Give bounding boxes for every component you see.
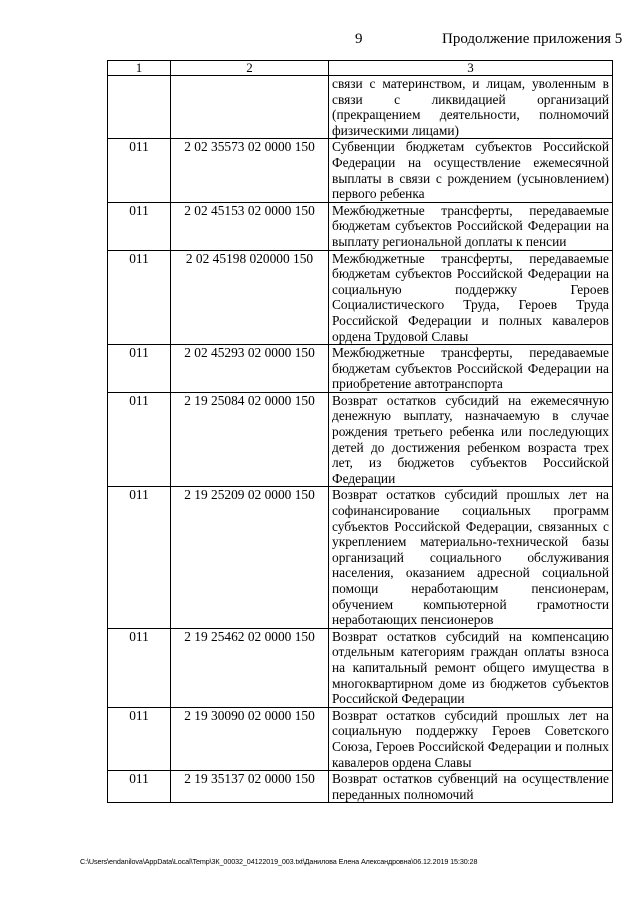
budget-codes-table — [107, 60, 613, 803]
admin-code-cell: 011 — [108, 139, 171, 202]
table-row — [108, 628, 613, 707]
column-header-1: 1 — [108, 61, 171, 76]
description-cell: Возврат остатков субсидий на ежемесячную денежную выплату, назначаемую в случае рождения третьего ребенка или последующих детей до достижения ребенком возраста трех лет, из бюджетов субъектов Российской Федерации — [329, 392, 613, 487]
budget-code-cell: 2 02 45153 02 0000 150 — [171, 202, 329, 250]
budget-code-cell: 2 19 30090 02 0000 150 — [171, 707, 329, 770]
admin-code-cell — [108, 76, 171, 139]
description-cell: Межбюджетные трансферты, передаваемые бюджетам субъектов Российской Федерации на социальную поддержку Героев Социалистического Труда, Героев Труда Российской Федерации и полных кавалеров ордена Трудовой Славы — [329, 250, 613, 345]
description-cell: Возврат остатков субсидий на компенсацию отдельным категориям граждан оплаты взноса на капитальный ремонт общего имущества в многоквартирном доме из бюджетов субъектов Российской Федерации — [329, 628, 613, 707]
budget-code-cell: 2 19 25084 02 0000 150 — [171, 392, 329, 487]
table-header-row — [108, 61, 613, 76]
budget-code-cell: 2 19 35137 02 0000 150 — [171, 771, 329, 803]
table-row — [108, 392, 613, 487]
table-row — [108, 345, 613, 393]
description-cell: Межбюджетные трансферты, передаваемые бюджетам субъектов Российской Федерации на выплату региональной доплаты к пенсии — [329, 202, 613, 250]
admin-code-cell: 011 — [108, 707, 171, 770]
budget-code-cell: 2 19 25462 02 0000 150 — [171, 628, 329, 707]
table-row — [108, 76, 613, 139]
budget-code-cell: 2 02 45293 02 0000 150 — [171, 345, 329, 393]
budget-code-cell: 2 19 25209 02 0000 150 — [171, 487, 329, 628]
description-cell: связи с материнством, и лицам, уволенным в связи с ликвидацией организаций (прекращением деятельности, полномочий физическими лицами) — [329, 76, 613, 139]
table-row — [108, 202, 613, 250]
description-cell: Возврат остатков субвенций на осуществление переданных полномочий — [329, 771, 613, 803]
file-path-footer: C:\Users\endanilova\AppData\Local\Temp\3К_00032_04122019_003.txt\Данилова Елена Александровна\06.12.2019 15:30:28 — [80, 857, 478, 866]
table-row — [108, 250, 613, 345]
budget-code-cell — [171, 76, 329, 139]
description-cell: Субвенции бюджетам субъектов Российской Федерации на осуществление ежемесячной выплаты в связи с рождением (усыновлением) первого ребенка — [329, 139, 613, 202]
admin-code-cell: 011 — [108, 487, 171, 628]
page-number: 9 — [355, 31, 363, 47]
description-cell: Возврат остатков субсидий прошлых лет на социальную поддержку Героев Советского Союза, Героев Российской Федерации и полных кавалеров ордена Славы — [329, 707, 613, 770]
admin-code-cell: 011 — [108, 771, 171, 803]
admin-code-cell: 011 — [108, 345, 171, 393]
table-row — [108, 771, 613, 803]
budget-code-cell: 2 02 45198 020000 150 — [171, 250, 329, 345]
column-header-3: 3 — [329, 61, 613, 76]
admin-code-cell: 011 — [108, 392, 171, 487]
continuation-heading: Продолжение приложения 5 — [442, 31, 623, 47]
admin-code-cell: 011 — [108, 202, 171, 250]
table-row — [108, 707, 613, 770]
column-header-2: 2 — [171, 61, 329, 76]
admin-code-cell: 011 — [108, 628, 171, 707]
table-row — [108, 139, 613, 202]
budget-code-cell: 2 02 35573 02 0000 150 — [171, 139, 329, 202]
description-cell: Возврат остатков субсидий прошлых лет на софинансирование социальных программ субъектов Российской Федерации, связанных с укреплением материально-технической базы организаций социального обслуживания населения, оказанием адресной социальной помощи неработающим пенсионерам, обучением компьютерной грамотности неработающих пенсионеров — [329, 487, 613, 628]
admin-code-cell: 011 — [108, 250, 171, 345]
table-row — [108, 487, 613, 628]
description-cell: Межбюджетные трансферты, передаваемые бюджетам субъектов Российской Федерации на приобретение автотранспорта — [329, 345, 613, 393]
